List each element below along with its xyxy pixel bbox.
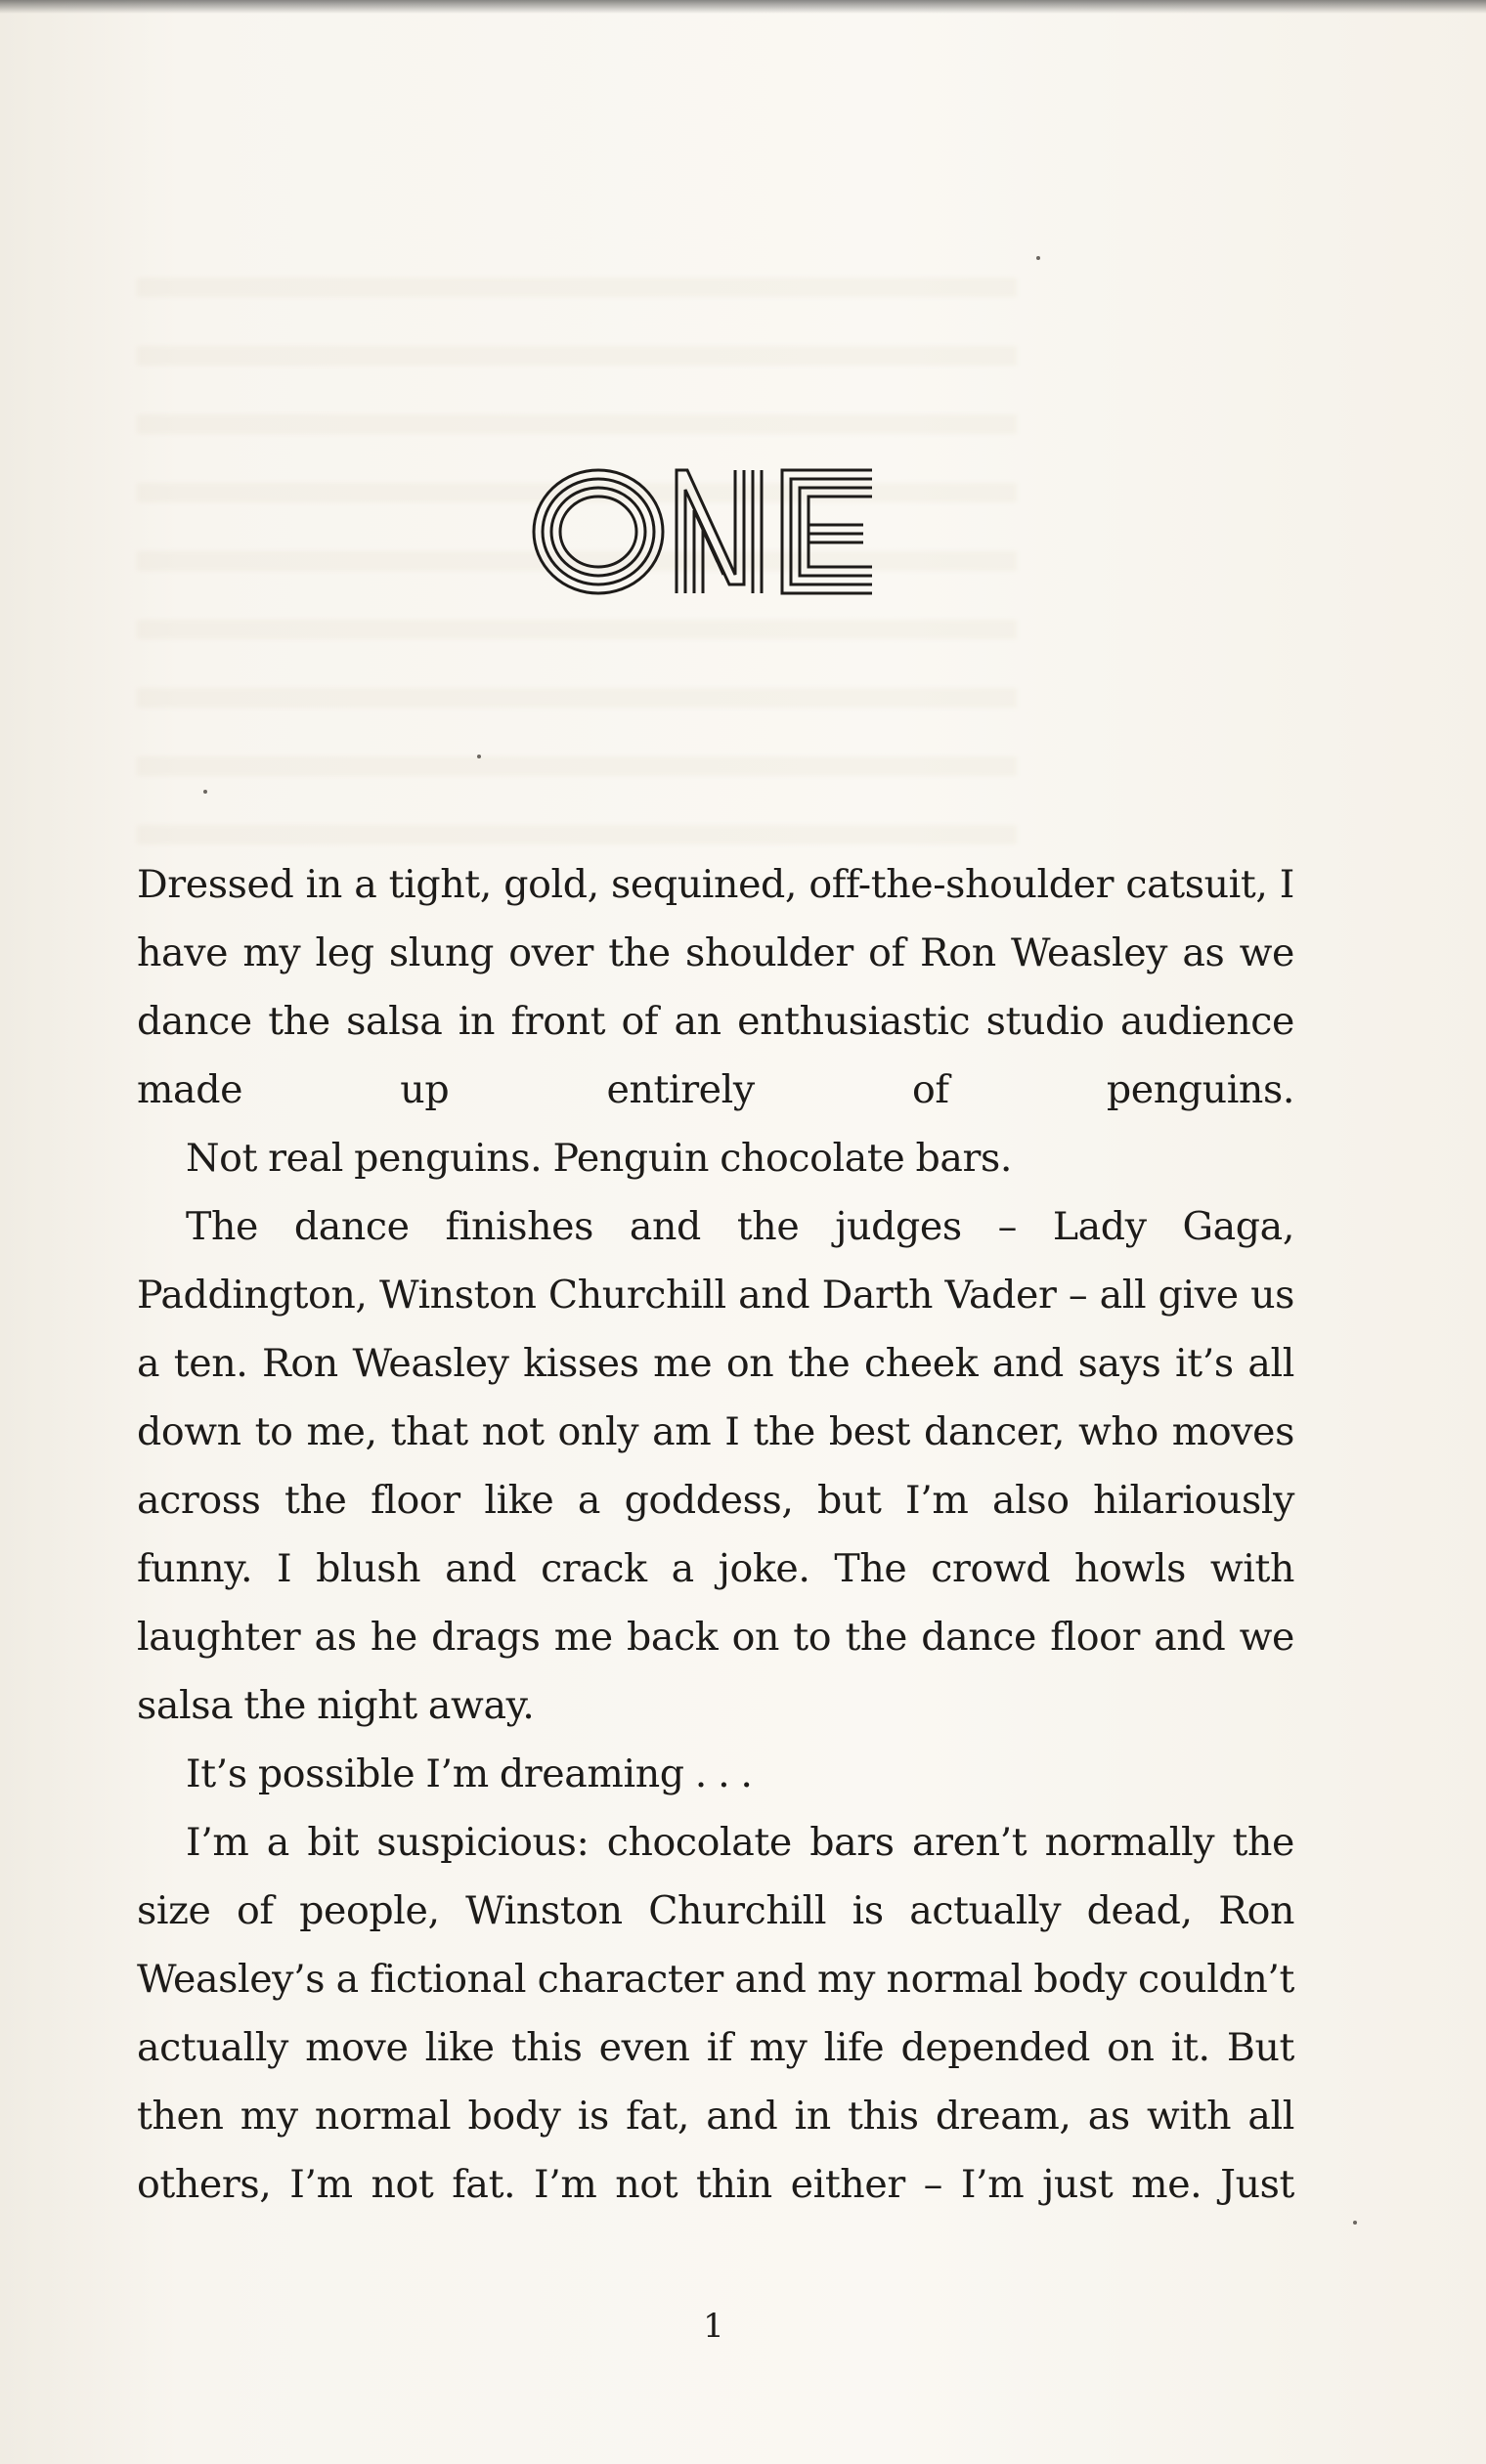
paragraph-4: It’s possible I’m dreaming . . . — [186, 1751, 753, 1796]
chapter-title-lettering — [528, 459, 880, 606]
paper-speck — [203, 790, 207, 794]
paragraph-5: I’m a bit suspicious: chocolate bars aren’t normally the size of people, Winston Churchill is actually dead, Ron Weasley’s a fictional character and my normal body couldn’t actually move like this even if my life depended on it. But then my normal body is fat, and in this dream, as with all others, I’m not fat. I’m not thin either – I’m just me. Just — [137, 1820, 1294, 2207]
paragraph-3: The dance finishes and the judges – Lady Gaga, Paddington, Winston Churchill and Darth Vader – all give us a ten. Ron Weasley kisses me on the cheek and says it’s all down to me, that not only am I the best dancer, who moves across the floor like a goddess, but I’m also hilariously funny. I blush and crack a joke. The crowd howls with laughter as he drags me back on to the dance floor and we salsa the night away. — [137, 1204, 1294, 1728]
paper-speck — [1353, 2221, 1357, 2225]
paragraph-1: Dressed in a tight, gold, sequined, off-the-shoulder catsuit, I have my leg slung over the shoulder of Ron Weasley as we dance the salsa in front of an enthusiastic studio audience made up entirely of penguins. — [137, 862, 1294, 1112]
chapter-title — [528, 459, 880, 606]
paragraph-2: Not real penguins. Penguin chocolate bars. — [186, 1136, 1013, 1181]
paper-speck — [1036, 256, 1040, 260]
paper-speck — [477, 755, 481, 758]
chapter-body — [137, 850, 1294, 2219]
page-number: 1 — [703, 2307, 724, 2346]
page-edge-shadow — [0, 0, 1486, 14]
